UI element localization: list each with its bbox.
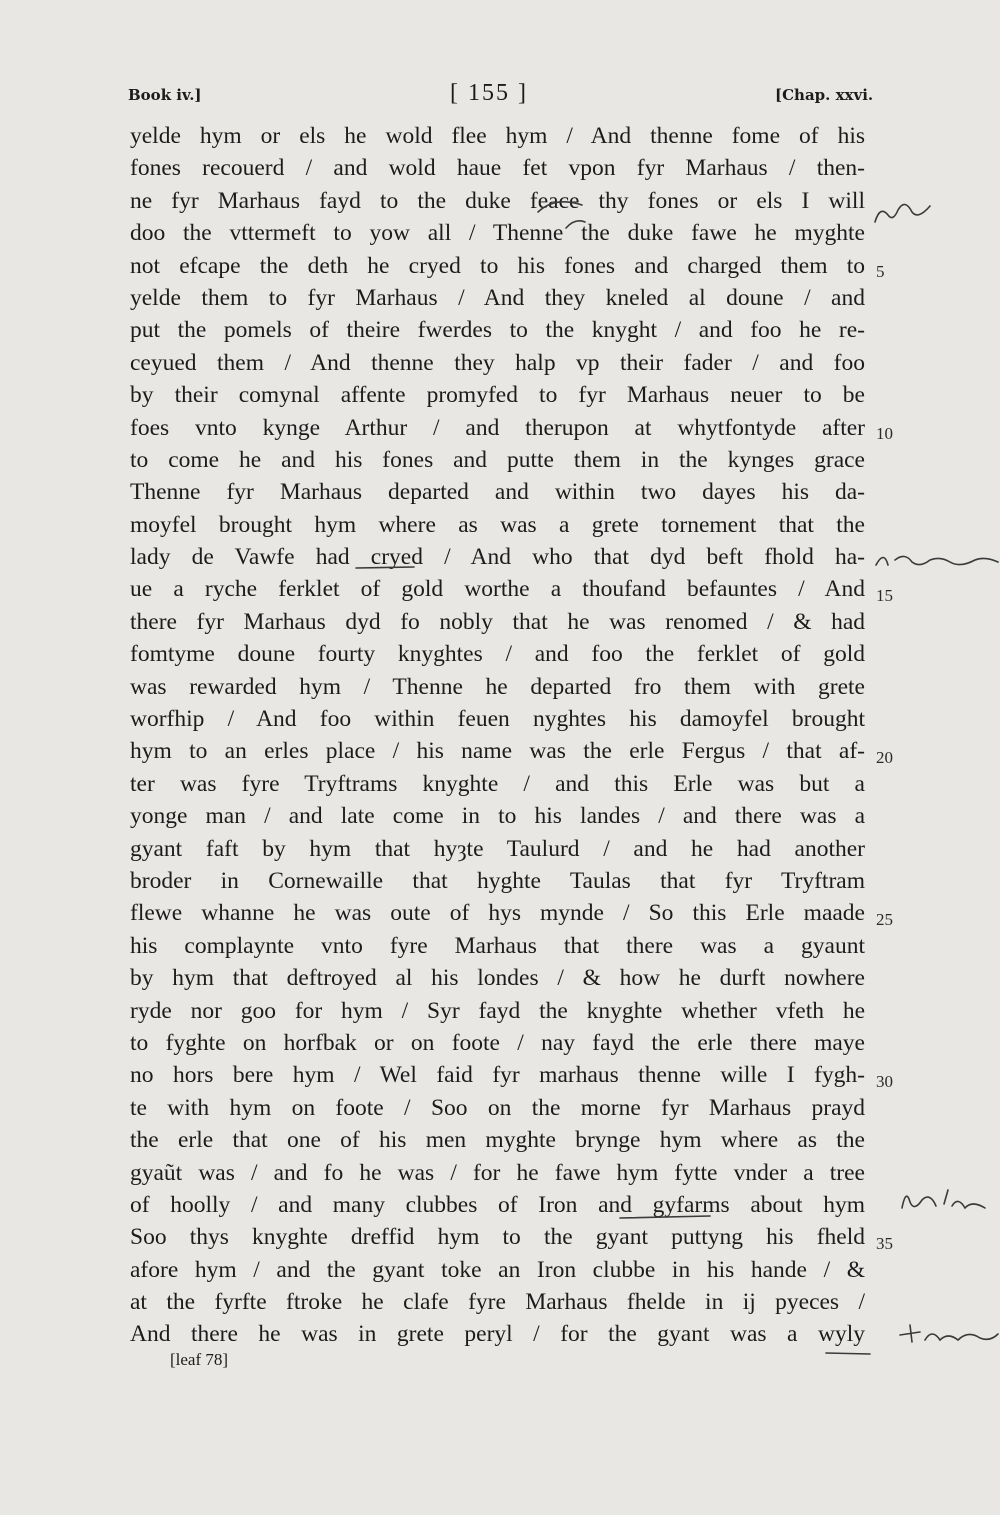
text-line: And there he was in grete peryl / for the gyant was a wyly bbox=[130, 1321, 865, 1348]
text-line: ue a ryche ferklet of gold worthe a thoufand befauntes / And bbox=[130, 576, 865, 603]
text-line: his complaynte vnto fyre Marhaus that there was a gyaunt bbox=[130, 932, 865, 959]
line-number: 15 bbox=[876, 586, 893, 605]
text-line: moyfel brought hym where as was a grete tornement that the bbox=[130, 511, 865, 538]
text-line: by hym that deftroyed al his londes / & how he durft nowhere bbox=[130, 965, 865, 992]
text-line: there fyr Marhaus dyd fo nobly that he was renomed / & had bbox=[130, 608, 865, 635]
margin-scribble bbox=[875, 204, 930, 222]
line-number: 10 bbox=[876, 424, 893, 443]
text-line: fomtyme doune fourty knyghtes / and foo the ferklet of gold bbox=[130, 641, 865, 668]
chapter-label: [Chap. xxvi. bbox=[775, 86, 874, 104]
correction-mark bbox=[566, 221, 585, 228]
underline-mark bbox=[356, 567, 414, 568]
text-line: ryde nor goo for hym / Syr fayd the knyghte whether vfeth he bbox=[130, 997, 865, 1024]
text-line: put the pomels of theire fwerdes to the knyght / and foo he re- bbox=[130, 317, 865, 344]
line-number: 20 bbox=[876, 748, 893, 767]
text-line: of hoolly / and many clubbes of Iron and gyfarms about hym bbox=[130, 1191, 865, 1218]
text-line: gyaũt was / and fo he was / for he fawe hym fytte vnder a tree bbox=[130, 1159, 865, 1186]
text-line: by their comynal affente promyfed to fyr Marhaus neuer to be bbox=[130, 382, 865, 409]
text-line: worfhip / And foo within feuen nyghtes his damoyfel brought bbox=[130, 706, 865, 733]
text-line: yelde hym or els he wold flee hym / And thenne fome of his bbox=[130, 123, 865, 149]
text-line: Thenne fyr Marhaus departed and within two dayes his da- bbox=[130, 479, 865, 506]
text-line: te with hym on foote / Soo on the morne fyr Marhaus prayd bbox=[130, 1094, 865, 1121]
text-line: no hors bere hym / Wel faid fyr marhaus thenne wille I fygh- bbox=[130, 1062, 865, 1089]
text-line: foes vnto kynge Arthur / and therupon at whytfontyde after bbox=[130, 414, 865, 441]
line-number: 25 bbox=[876, 910, 893, 929]
overline-mark bbox=[620, 1216, 710, 1218]
leaf-footnote: [leaf 78] bbox=[170, 1350, 229, 1369]
text-line: Soo thys knyghte dreffid hym to the gyant puttyng his fheld bbox=[130, 1224, 865, 1251]
text-line: the erle that one of his men myghte brynge hym where as the bbox=[130, 1127, 865, 1154]
text-line: ter was fyre Tryftrams knyghte / and this Erle was but a bbox=[130, 770, 865, 797]
underline-mark bbox=[826, 1353, 870, 1354]
text-line: to fyghte on horfbak or on foote / nay fayd the erle there maye bbox=[130, 1029, 865, 1056]
text-line: flewe whanne he was oute of hys mynde / So this Erle maade bbox=[130, 900, 865, 927]
text-line: doo the vttermeft to yow all / Thenne the duke fawe he myghte bbox=[130, 220, 865, 247]
text-line: was rewarded hym / Thenne he departed fro them with grete bbox=[130, 673, 865, 700]
line-number: 5 bbox=[876, 262, 885, 281]
margin-scribble bbox=[876, 556, 998, 565]
text-line: afore hym / and the gyant toke an Iron clubbe in his hande / & bbox=[130, 1256, 865, 1283]
text-line: yonge man / and late come in to his landes / and there was a bbox=[130, 803, 865, 830]
line-number: 35 bbox=[876, 1234, 893, 1253]
text-line: hym to an erles place / his name was the erle Fergus / that af- bbox=[130, 738, 865, 765]
text-line: gyant faft by hym that hyȝte Taulurd / and he had another bbox=[130, 835, 865, 862]
text-line: yelde them to fyr Marhaus / And they kneled al doune / and bbox=[130, 284, 865, 311]
margin-scribble bbox=[900, 1325, 998, 1342]
line-number: 30 bbox=[876, 1072, 893, 1091]
text-line: fones recouerd / and wold haue fet vpon fyr Marhaus / then- bbox=[130, 155, 865, 182]
text-line: lady de Vawfe had cryed / And who that dyd beft fhold ha- bbox=[130, 544, 865, 571]
book-label: Book iv.] bbox=[128, 86, 202, 104]
correction-mark bbox=[538, 202, 582, 212]
margin-scribble bbox=[902, 1190, 985, 1208]
text-line: at the fyrfte ftroke he clafe fyre Marhaus fhelde in ij pyeces / bbox=[130, 1289, 865, 1316]
text-line: not efcape the deth he cryed to his fones and charged them to bbox=[130, 252, 865, 279]
text-line: broder in Cornewaille that hyghte Taulas that fyr Tryftram bbox=[130, 867, 865, 894]
text-line: ne fyr Marhaus fayd to the duke feace thy fones or els I will bbox=[130, 187, 865, 214]
text-line: to come he and his fones and putte them in the kynges grace bbox=[130, 446, 865, 473]
page-number: [ 155 ] bbox=[450, 80, 528, 106]
text-line: ceyued them / And thenne they halp vp their fader / and foo bbox=[130, 349, 865, 376]
